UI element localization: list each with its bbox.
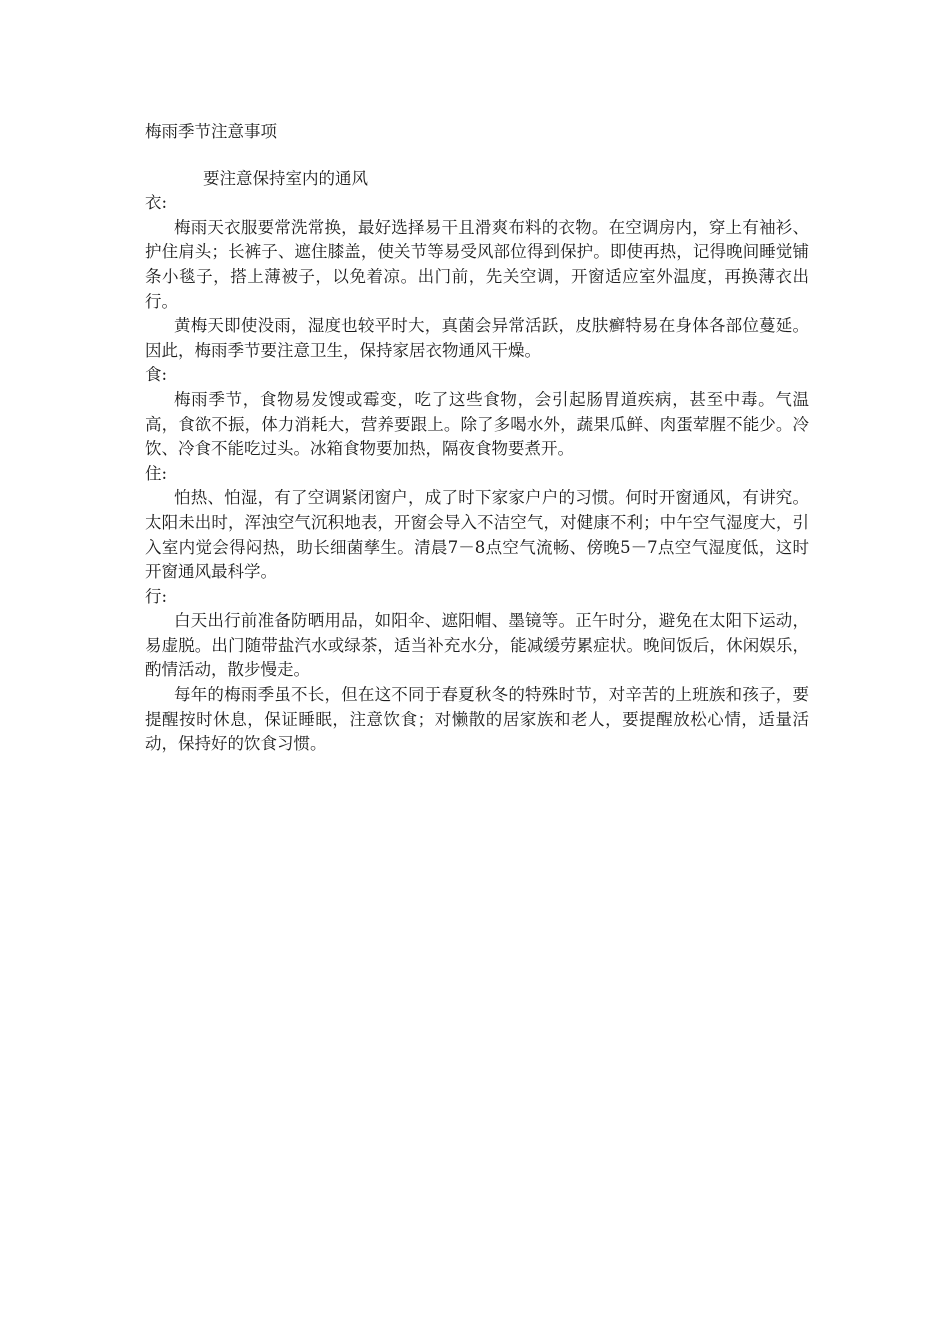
paragraph-housing-1: 怕热、怕湿，有了空调紧闭窗户，成了时下家家户户的习惯。何时开窗通风，有讲究。太阳未出时，浑浊空气沉积地表，开窗会导入不洁空气，对健康不利；中午空气湿度大，引入室内觉会得闷热，助长细菌孳生。清晨7－8点空气流畅、傍晚5－7点空气湿度低，这时开窗通风最科学。 [145,488,809,582]
section-heading-food: 食: [145,365,168,385]
paragraph-food-1: 梅雨季节，食物易发馊或霉变，吃了这些食物，会引起肠胃道疾病，甚至中毒。气温高，食欲不振，体力消耗大，营养要跟上。除了多喝水外，蔬果瓜鲜、肉蛋荤腥不能少。冷饮、冷食不能吃过头。冰箱食物要加热，隔夜食物要煮开。 [145,389,809,459]
document-body [145,120,809,757]
section-heading-clothing: 衣: [145,193,168,213]
section-heading-housing: 住: [145,463,168,483]
paragraph-clothing-1: 梅雨天衣服要常洗常换，最好选择易干且滑爽布料的衣物。在空调房内，穿上有袖衫、护住肩头；长裤子、遮住膝盖，使关节等易受风部位得到保护。即使再热，记得晚间睡觉铺条小毯子，搭上薄被子，以免着凉。出门前，先关空调，开窗适应室外温度，再换薄衣出行。 [145,217,809,311]
paragraph-travel-2: 每年的梅雨季虽不长，但在这不同于春夏秋冬的特殊时节，对辛苦的上班族和孩子，要提醒按时休息，保证睡眠，注意饮食；对懒散的居家族和老人，要提醒放松心情，适量活动，保持好的饮食习惯。 [145,685,809,754]
document-subtitle: 要注意保持室内的通风 [203,168,368,188]
paragraph-clothing-2: 黄梅天即使没雨，湿度也较平时大，真菌会异常活跃，皮肤癣特易在身体各部位蔓延。因此，梅雨季节要注意卫生，保持家居衣物通风干燥。 [145,316,809,360]
paragraph-travel-1: 白天出行前准备防晒用品，如阳伞、遮阳帽、墨镜等。正午时分，避免在太阳下运动，易虚脱。出门随带盐汽水或绿茶，适当补充水分，能减缓劳累症状。晚间饭后，休闲娱乐，酌情活动，散步慢走。 [145,611,809,680]
section-heading-travel: 行: [145,586,168,606]
document-title: 梅雨季节注意事项 [145,122,277,141]
